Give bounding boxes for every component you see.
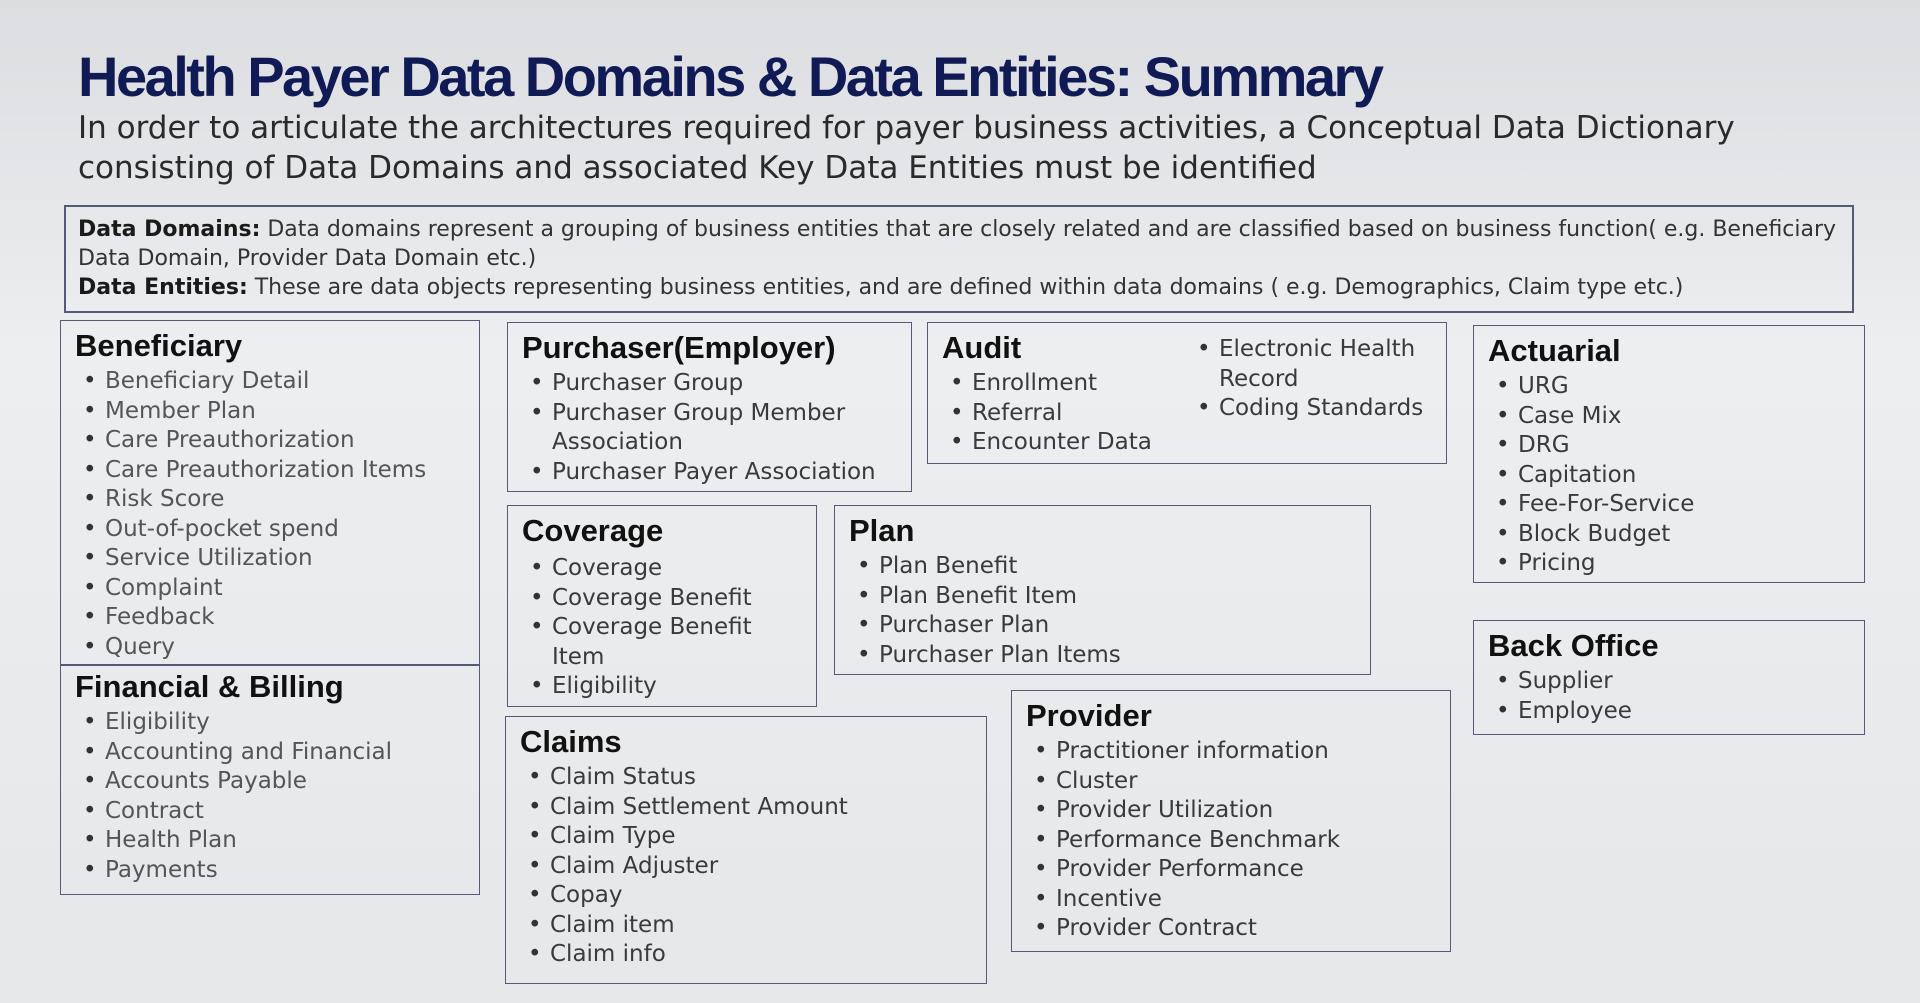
entity-item: • Out-of-pocket spend (105, 515, 469, 545)
domain-purchaser-employer (507, 322, 912, 492)
domain-title: Beneficiary (75, 328, 243, 363)
entity-list (849, 552, 1360, 670)
domain-title: Financial & Billing (75, 669, 344, 704)
entity-item: • Claim Status (550, 763, 976, 793)
entity-item: • Purchaser Plan Items (879, 641, 1360, 671)
audit-columns (942, 329, 1436, 458)
audit-right-column (1189, 329, 1436, 458)
domain-title: Claims (520, 724, 622, 759)
entity-item: • Care Preauthorization Items (105, 456, 469, 486)
entity-item: • Provider Contract (1056, 914, 1440, 944)
domain-title: Actuarial (1488, 333, 1621, 368)
entity-item: • Case Mix (1518, 402, 1854, 432)
entity-item: • Contract (105, 797, 469, 827)
domain-title: Coverage (522, 513, 664, 548)
entity-list (75, 367, 469, 662)
entity-list (942, 369, 1189, 458)
entity-item: • Care Preauthorization (105, 426, 469, 456)
page-subtitle: In order to articulate the architectures required for payer business activities, a Conceptual Data Dictionary consisting of Data Domains and associated Key Data Entities must be identified (78, 110, 1735, 186)
entity-list (75, 708, 469, 885)
entity-item: • Payments (105, 856, 469, 886)
entity-item: • Purchaser Group (552, 369, 901, 399)
entity-list (520, 763, 976, 970)
domain-coverage (507, 505, 817, 707)
data-entities-label: Data Entities: (78, 275, 248, 300)
entity-item: • Service Utilization (105, 544, 469, 574)
entity-item: • Query (105, 633, 469, 663)
entity-item: • Member Plan (105, 397, 469, 427)
entity-item: • DRG (1518, 431, 1854, 461)
entity-item: • Provider Utilization (1056, 796, 1440, 826)
definitions-box (64, 205, 1854, 313)
data-entities-definition (78, 273, 1840, 302)
entity-item: • Risk Score (105, 485, 469, 515)
entity-item: • Coverage (552, 554, 806, 584)
domain-financial-billing (60, 665, 480, 895)
entity-item: • Accounts Payable (105, 767, 469, 797)
entity-item: • Electronic Health Record (1219, 335, 1436, 394)
entity-item: • Employee (1518, 697, 1854, 727)
entity-list (1488, 667, 1854, 726)
entity-item: • Performance Benchmark (1056, 826, 1440, 856)
entity-item: • Block Budget (1518, 520, 1854, 550)
entity-item: • Pricing (1518, 549, 1854, 579)
entity-item: • Purchaser Plan (879, 611, 1360, 641)
audit-left-column (942, 329, 1189, 458)
entity-item: • Accounting and Financial (105, 738, 469, 768)
entity-item: • Fee-For-Service (1518, 490, 1854, 520)
entity-item: • Coverage Benefit (552, 584, 806, 614)
domain-title: Plan (849, 513, 915, 548)
data-entities-text: These are data objects representing business entities, and are defined within data domains ( e.g. Demographics, Claim type etc.) (247, 275, 1684, 300)
data-domains-definition (78, 215, 1840, 273)
entity-item: • Claim item (550, 911, 976, 941)
domain-claims (505, 716, 987, 984)
domain-title: Back Office (1488, 628, 1659, 663)
domain-actuarial (1473, 325, 1865, 583)
entity-item: • Practitioner information (1056, 737, 1440, 767)
entity-item: • Plan Benefit (879, 552, 1360, 582)
entity-item: • Cluster (1056, 767, 1440, 797)
entity-item: • URG (1518, 372, 1854, 402)
entity-item: • Feedback (105, 603, 469, 633)
entity-item: • Claim Settlement Amount (550, 793, 976, 823)
domain-back-office (1473, 620, 1865, 735)
entity-item: • Supplier (1518, 667, 1854, 697)
entity-item: • Provider Performance (1056, 855, 1440, 885)
entity-item: • Copay (550, 881, 976, 911)
entity-item: • Enrollment (972, 369, 1189, 399)
domain-title: Audit (942, 330, 1022, 365)
domain-title: Purchaser(Employer) (522, 330, 836, 365)
entity-item: • Eligibility (105, 708, 469, 738)
entity-item: • Plan Benefit Item (879, 582, 1360, 612)
page-title: Health Payer Data Domains & Data Entities: Summary (78, 45, 1382, 108)
entity-item: • Referral (972, 399, 1189, 429)
entity-item: • Complaint (105, 574, 469, 604)
entity-list (1488, 372, 1854, 579)
domain-provider (1011, 690, 1451, 952)
entity-item: • Beneficiary Detail (105, 367, 469, 397)
entity-item: • Claim Type (550, 822, 976, 852)
entity-item: • Encounter Data (972, 428, 1189, 458)
data-domains-text: Data domains represent a grouping of business entities that are closely related and are classified based on business function( e.g. Beneficiary Data Domain, Provider Data Domain etc.) (78, 217, 1837, 271)
entity-item: • Eligibility (552, 672, 806, 702)
entity-item: • Coverage Benefit Item (552, 613, 806, 672)
entity-item: • Claim info (550, 940, 976, 970)
entity-list (1189, 335, 1436, 424)
entity-item: • Claim Adjuster (550, 852, 976, 882)
entity-item: • Coding Standards (1219, 394, 1436, 424)
data-domains-label: Data Domains: (78, 217, 261, 242)
entity-item: • Incentive (1056, 885, 1440, 915)
domain-beneficiary (60, 320, 480, 665)
entity-item: • Purchaser Group Member Association (552, 399, 901, 458)
entity-item: • Capitation (1518, 461, 1854, 491)
domain-plan (834, 505, 1371, 675)
entity-list (522, 554, 806, 702)
entity-list (1026, 737, 1440, 944)
entity-item: • Health Plan (105, 826, 469, 856)
entity-list (522, 369, 901, 487)
domain-audit (927, 322, 1447, 464)
entity-item: • Purchaser Payer Association (552, 458, 901, 488)
domain-title: Provider (1026, 698, 1152, 733)
